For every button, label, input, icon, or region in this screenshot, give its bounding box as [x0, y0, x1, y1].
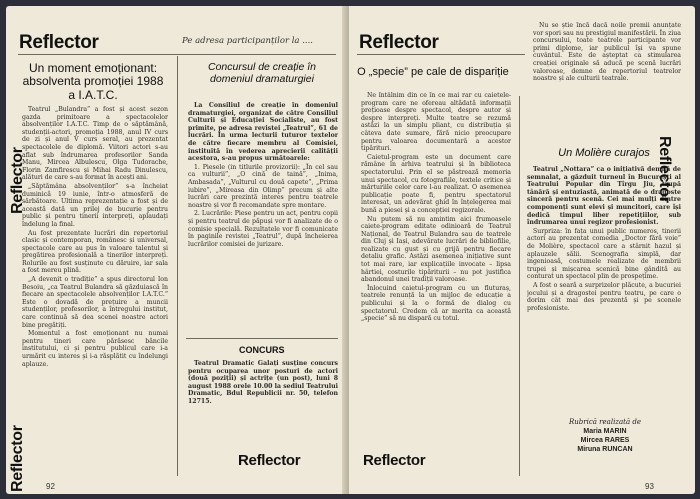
paragraph: Teatrul „Nottara” ca o inițiativă demnă de semnalat, a găzduit turneul în București al Teatrului Popular din Tîrgu Jiu, trupă tânără și entuziastă, animată de o dragoste sinceră pentru scenă. Cei mai mulți dintre componenți sunt elevi și muncitori, care își dedică timpul liber repetițiilor, sub îndrumarea unui regizor profesionist.: [527, 166, 681, 227]
paragraph: Teatrul Dramatic Galați susține concurs pentru ocuparea unor posturi de actori (două poziții) și actrițe (un post), luni 8 august 1988 orele 10.00 la sediul Teatrului Dramatic, Bdul Republicii nr. 50, telefon 12715.: [188, 360, 338, 405]
paragraph: Momentul a fost emoționant nu numai pentru tineri care părăsesc băncile institutului, ci și pentru publicul care i-a urmărit cu interes și i-a răsplătit cu îndelungi aplauze.: [22, 330, 168, 368]
paragraph: Înlocuind caietul-program cu un fluturaș, teatrele renunță la un mijloc de educație a publicului și la o formă de dialog cu spectatorul. Credem că ar merita ca această „specie” să nu dispară cu totul.: [361, 284, 511, 323]
article2-body: [188, 102, 338, 334]
paragraph: Au fost prezentate lucrări din repertoriul clasic și contemporan, românesc și universal, spectacole care au pus în valoare talentul și pregătirea profesională a tinerilor interpreți. Rolurile au fost susținute cu dăruire, iar sala a fost mereu plină.: [22, 229, 168, 275]
article1-headline: Un moment emoționant: absolventa promoției 1988 a I.A.T.C.: [22, 61, 164, 102]
article1-body: [22, 106, 168, 488]
article4-credit: [545, 418, 665, 454]
credit-label: Rubrică realizată de: [569, 418, 641, 426]
vertical-logo: Reflector: [9, 425, 26, 492]
paragraph: Nu se știe încă dacă noile premii anunțate vor spori sau nu prestigiul manifestării. În ziua concursului, toate teatrele participante vor primi diplome, iar publicul își va spune cuvântul. Este de așteptat ca stimularea creației originale să aducă pe scenă lucrări valoroase, demne de repertoriul teatrelor noastre și ale culturii teatrale.: [533, 22, 681, 83]
paragraph: Nu putem să nu amintim aici frumoasele caiete-program editate odinioară de Teatrul Național, de Teatrul Bulandra sau de teatrele din Cluj și Iași, adevărate lucrări de bibliofilie, realizate cu gust și cu grijă pentru fiecare detaliu grafic. Astăzi asemenea inițiative sunt tot mai rare, iar explicațiile invocate – lipsa hârtiei, costurile tipăriturii – nu pot justifica abandonul unei tradiții valoroase.: [361, 215, 511, 284]
right-page: [349, 6, 695, 494]
page-number: 93: [645, 482, 654, 491]
article3-headline: O „specie” pe cale de dispariție: [357, 66, 509, 78]
bottom-logo: Reflector: [238, 452, 301, 469]
left-page: [6, 6, 349, 494]
paragraph: Teatrul „Bulandra” a fost și acest sezon gazda primitoare a spectacolelor absolvenților I.A.T.C. Timp de o săptămână, studenții-actori, promoția 1988, anul IV curs de zi și anul V curs seral, au prezentat spectacolele de diplomă. Viitori actori s-au aflat sub îndrumarea profesorilor Sanda Manu, Mircea Albulescu, Olga Tudorache, Florin Zamfirescu și Mihai Radu Dinulescu, alături de care s-au format în acești ani.: [22, 106, 168, 182]
vertical-logo: Reflector: [656, 136, 673, 203]
header-note: Pe adresa participanților la ....: [182, 36, 314, 46]
paragraph: Surpriza: în fața unui public numeros, tinerii actori au prezentat comedia „Doctor fără voie” de Molière, spectacol care a stârnit hazul și aplauzele sălii. Scenografia simplă, dar ingenioasă, costumele realizate de membrii trupei și mișcarea scenică bine gândită au conturat un spectacol plin de prospețime.: [527, 227, 681, 281]
concurs-title: CONCURS: [239, 345, 285, 355]
bottom-logo: Reflector: [363, 452, 426, 469]
article3-body: [361, 92, 511, 480]
article2-headline: Concursul de creație în domeniul dramaturgiei: [208, 61, 316, 85]
paragraph: Caietul-program este un document care rămâne în arhiva teatrului și în biblioteca spectatorului. Prin el se păstrează memoria unui spectacol, cu fotografiile, textele critice și mărturiile celor care l-au realizat. O asemenea publicație poate fi, pentru spectatorul interesat, un adevărat ghid în înțelegerea mai bună a piesei și a concepției regizorale.: [361, 153, 511, 214]
paragraph: „Săptămâna absolvenților” s-a încheiat duminică 19 iunie, într-o atmosferă de sărbătoare. Ultima reprezentație a fost și de această dată un prilej de bucurie pentru public și pentru tinerii interpreți, aplaudați îndelung la final.: [22, 182, 168, 228]
paragraph: 2. Lucrările: Piese pentru un act, pentru copii și pentru teatrul de păpuși vor fi analizate de o comisie specială. Rezultatele vor fi comunicate în paginile revistei „Teatrul”, după încheierea lucrărilor comisiei de jurizare.: [188, 210, 338, 248]
article4-headline: Un Molière curajos: [558, 147, 650, 159]
paragraph: 1. Piesele (in titlurile provizorii): „În cel sau ca vulturii”, „O cină de taină”, „Inima, Ambasada”, „Vulturul cu două capete”, „Prima iubire”, „Mireasa din Olimp” precum și alte lucrări care prezintă interes pentru teatrele noastre și vor fi recomandate spre montare.: [188, 163, 338, 209]
credit-name: Mircea RARES: [580, 437, 630, 444]
top-right-text: [533, 22, 681, 88]
paragraph: La Consiliul de creație în domeniul dramaturgiei, organizat de către Consiliul Culturii și Educației Socialiste, au fost primite, pe adresa revistei „Teatrul”, 61 de lucrări. În urma lecturii tuturor textelor de către fiecare membru al Comisiei, instituită în vederea aprecierii calității acestora, s-au propus următoarele:: [188, 102, 338, 163]
paragraph: A fost o seară a surprizelor plăcute, a bucuriei jocului și a dragostei pentru teatru, pe care o dorim cât mai des prezentă și pe scenele profesioniste.: [527, 281, 681, 312]
vertical-logo: Reflector: [9, 147, 26, 214]
page-number: 92: [46, 482, 55, 491]
concurs-body: [188, 360, 338, 430]
header-logo: Reflector: [359, 32, 439, 53]
credit-name: Maria MARIN: [583, 428, 627, 435]
paragraph: Ne întâlnim din ce în ce mai rar cu caietele-program care ne ofereau altădată informații prețioase despre spectacol, despre autor și despre interpreți. Multe teatre se rezumă astăzi la un simplu pliant, cu distribuția și câteva date sumare, fără nicio preocupare pentru valoarea documentară a acestor tipărituri.: [361, 92, 511, 153]
header-logo: Reflector: [19, 32, 99, 53]
paragraph: „A devenit o tradiție” a spus directorul Ion Besoiu, „ca Teatrul Bulandra să găzduiască în fiecare an spectacolele absolvenților I.A.T.C.” Este o dovadă de prețuire a muncii studenților, profesorilor, a întregului institut, care continuă să dea scenei noastre actori bine pregătiți.: [22, 276, 168, 329]
credit-name: Miruna RUNCAN: [577, 446, 633, 453]
